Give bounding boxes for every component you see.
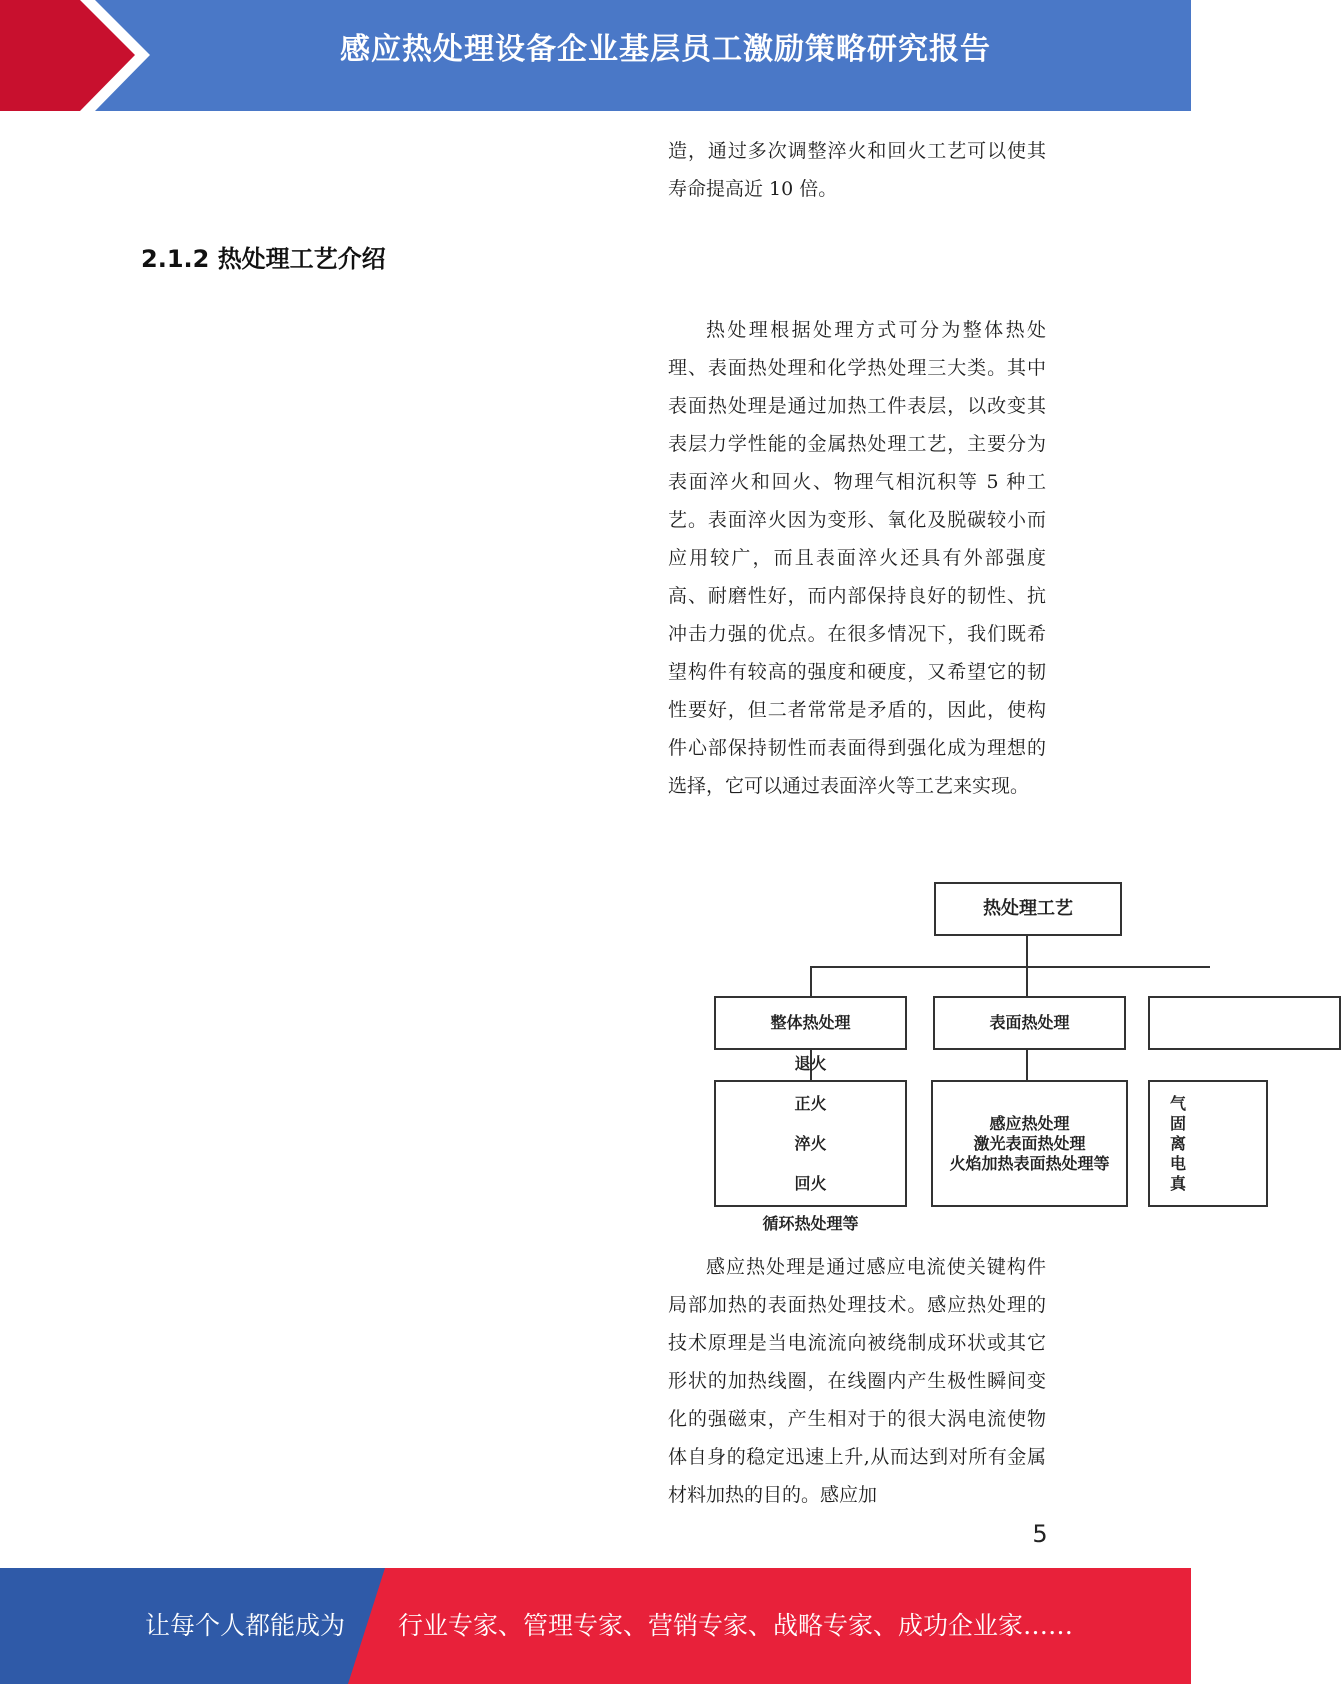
footer-slogan-right: 行业专家、管理专家、营销专家、战略专家、成功企业家…… (398, 1611, 1074, 1640)
footer-banner (0, 1568, 1191, 1684)
leaf-item: 电 (1170, 1153, 1187, 1173)
category-node-surface: 表面热处理 (933, 996, 1126, 1050)
connector-to-cat-1 (810, 966, 812, 996)
connector-horizontal (810, 966, 1210, 968)
category-node-chemical (1148, 996, 1341, 1050)
leaf-node-whole (714, 1053, 907, 1233)
header-chevron-decoration (0, 0, 160, 111)
report-header (0, 0, 1191, 111)
body-paragraph-1: 热处理根据处理方式可分为整体热处理、表面热处理和化学热处理三大类。其中表面热处理是通过加热工件表层，以改变其表层力学性能的金属热处理工艺，主要分为表面淬火和回火、物理气相沉积等 5 种工艺。表面淬火因为变形、氧化及脱碳较小而应用较广，而且表面淬火还具有外部强度高、耐磨性好，而内部保持良好的韧性、抗冲击力强的优点。在很多情况下，我们既希望构件有较高的强度和硬度，又希望它的韧性要好，但二者常常是矛盾的，因此，使构件心部保持韧性而表面得到强化成为理想的选择，它可以通过表面淬火等工艺来实现。 (668, 319, 1046, 797)
leaf-item: 真 (1170, 1173, 1187, 1193)
leaf-item: 离 (1170, 1133, 1187, 1153)
connector-to-cat-2 (1026, 966, 1028, 996)
leaf-item: 气 (1170, 1093, 1187, 1113)
leaf-item: 激光表面热处理 (973, 1133, 1086, 1153)
diagram-root-node: 热处理工艺 (934, 882, 1122, 936)
leaf-item: 循环热处理等 (762, 1213, 859, 1233)
section-heading: 2.1.2 热处理工艺介绍 (141, 245, 386, 273)
report-title: 感应热处理设备企业基层员工激励策略研究报告 (340, 32, 991, 67)
connector-root-down (1026, 936, 1028, 966)
continued-paragraph: 造，通过多次调整淬火和回火工艺可以使其寿命提高近 10 倍。 (668, 140, 1046, 200)
leaf-item: 火焰加热表面热处理等 (949, 1153, 1110, 1173)
connector-cat-2-down (1026, 1050, 1028, 1080)
leaf-item: 固 (1170, 1113, 1187, 1133)
leaf-node-chemical (1148, 1080, 1268, 1207)
leaf-item: 正火 (794, 1093, 827, 1113)
leaf-item: 退火 (794, 1053, 827, 1073)
leaf-item: 回火 (794, 1173, 827, 1193)
footer-slogan-left: 让每个人都能成为 (144, 1611, 345, 1640)
body-paragraph-2: 感应热处理是通过感应电流使关键构件局部加热的表面热处理技术。感应热处理的技术原理是当电流流向被绕制成环状或其它形状的加热线圈，在线圈内产生极性瞬间变化的强磁束，产生相对于的很大涡电流使物体自身的稳定迅速上升,从而达到对所有金属材料加热的目的。感应加 (668, 1256, 1046, 1506)
heat-treatment-process-diagram (700, 870, 1191, 1233)
leaf-item: 感应热处理 (989, 1113, 1070, 1133)
category-node-whole: 整体热处理 (714, 996, 907, 1050)
leaf-item: 淬火 (794, 1133, 827, 1153)
leaf-node-surface (931, 1080, 1128, 1207)
page-number: 5 (1032, 1520, 1048, 1548)
